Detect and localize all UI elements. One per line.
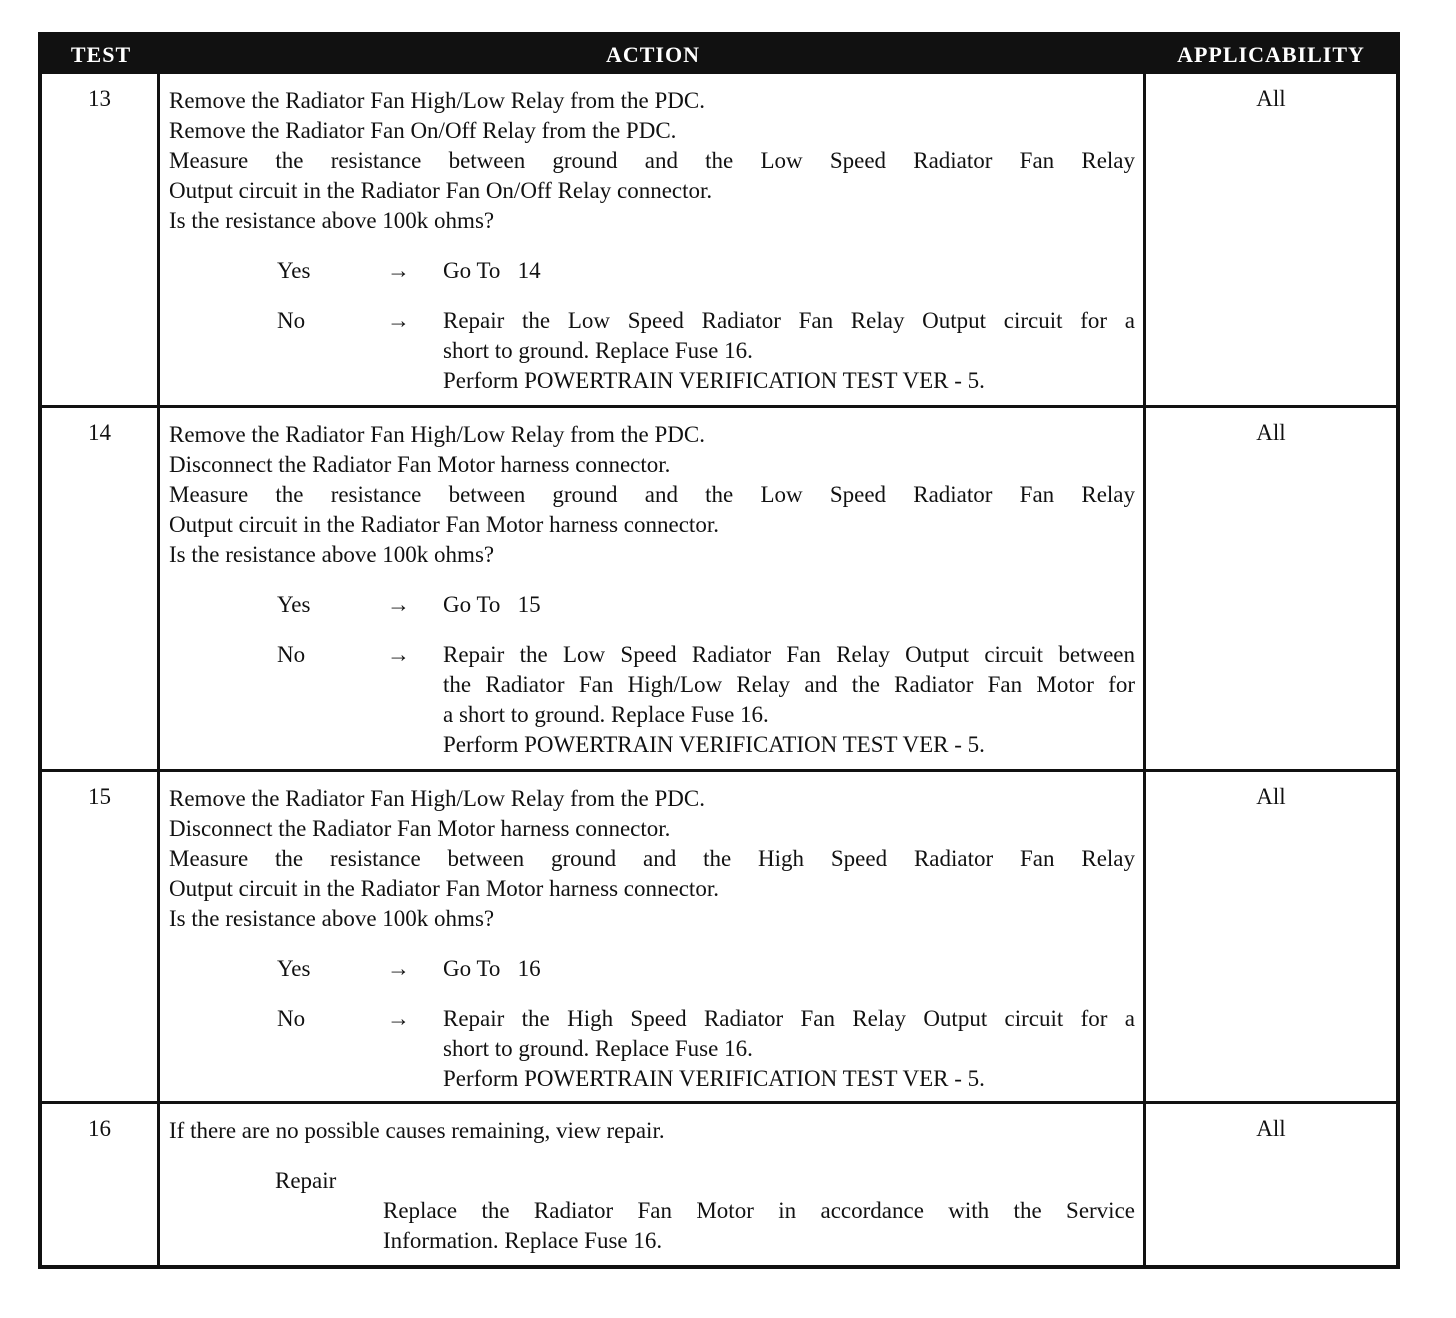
test-number: 16 — [42, 1104, 160, 1265]
action-line: Output circuit in the Radiator Fan Motor harness connector. — [169, 876, 719, 901]
header-action: ACTION — [605, 42, 700, 67]
repair-text — [169, 1196, 1135, 1256]
no-text — [443, 1004, 1135, 1094]
no-outcome — [169, 640, 1135, 760]
action-cell — [160, 74, 1146, 405]
goto-text: Go To 16 — [443, 956, 541, 981]
table-row — [42, 769, 1396, 1101]
action-cell — [160, 772, 1146, 1101]
no-line: Perform POWERTRAIN VERIFICATION TEST VER - 5. — [443, 1066, 985, 1091]
no-line: the Radiator Fan High/Low Relay and the Radiator Fan Motor for — [443, 672, 1135, 697]
action-line: Measure the resistance between ground and the Low Speed Radiator Fan Relay — [169, 148, 1135, 173]
no-line: Perform POWERTRAIN VERIFICATION TEST VER - 5. — [443, 368, 985, 393]
arrow-icon: → — [387, 642, 410, 667]
action-line: Is the resistance above 100k ohms? — [169, 208, 495, 233]
action-line: Remove the Radiator Fan High/Low Relay from the PDC. — [169, 422, 705, 447]
header-test: TEST — [70, 42, 132, 67]
no-outcome — [169, 1004, 1135, 1094]
no-line: short to ground. Replace Fuse 16. — [443, 1036, 753, 1061]
action-line: Is the resistance above 100k ohms? — [169, 542, 495, 567]
action-line: Remove the Radiator Fan High/Low Relay from the PDC. — [169, 88, 705, 113]
action-line: Remove the Radiator Fan On/Off Relay from the PDC. — [169, 118, 677, 143]
diagnostic-table — [38, 32, 1400, 1269]
applicability-value: All — [1256, 86, 1286, 111]
yes-label: Yes — [277, 956, 311, 981]
action-line: Disconnect the Radiator Fan Motor harness connector. — [169, 816, 671, 841]
test-number: 13 — [42, 74, 160, 405]
action-line: Disconnect the Radiator Fan Motor harness connector. — [169, 452, 671, 477]
repair-line: Information. Replace Fuse 16. — [383, 1228, 663, 1253]
no-text — [443, 306, 1135, 396]
yes-label: Yes — [277, 592, 311, 617]
yes-outcome — [169, 954, 1135, 984]
no-line: a short to ground. Replace Fuse 16. — [443, 702, 769, 727]
table-header — [42, 36, 1396, 74]
repair-line: Replace the Radiator Fan Motor in accordance with the Service — [383, 1198, 1135, 1223]
action-cell — [160, 1104, 1146, 1265]
no-line: short to ground. Replace Fuse 16. — [443, 338, 753, 363]
arrow-icon: → — [387, 592, 410, 617]
test-number: 15 — [42, 772, 160, 1101]
action-line: Output circuit in the Radiator Fan On/Off Relay connector. — [169, 178, 713, 203]
no-label: No — [277, 642, 306, 667]
no-line: Repair the Low Speed Radiator Fan Relay Output circuit between — [443, 642, 1135, 667]
yes-label: Yes — [277, 258, 311, 283]
goto-text: Go To 15 — [443, 592, 541, 617]
no-text — [443, 640, 1135, 760]
arrow-icon: → — [387, 1006, 410, 1031]
arrow-icon: → — [387, 258, 410, 283]
yes-outcome — [169, 590, 1135, 620]
no-line: Repair the High Speed Radiator Fan Relay Output circuit for a — [443, 1006, 1135, 1031]
arrow-icon: → — [387, 308, 410, 333]
goto-text: Go To 14 — [443, 258, 541, 283]
no-line: Perform POWERTRAIN VERIFICATION TEST VER - 5. — [443, 732, 985, 757]
no-outcome — [169, 306, 1135, 396]
no-label: No — [277, 1006, 306, 1031]
table-row — [42, 405, 1396, 769]
applicability-value: All — [1256, 1116, 1286, 1141]
arrow-icon: → — [387, 956, 410, 981]
action-line: Remove the Radiator Fan High/Low Relay from the PDC. — [169, 786, 705, 811]
action-line: Is the resistance above 100k ohms? — [169, 906, 495, 931]
table-row — [42, 74, 1396, 405]
test-number: 14 — [42, 408, 160, 769]
table-row — [42, 1101, 1396, 1265]
repair-label: Repair — [275, 1168, 337, 1193]
no-label: No — [277, 308, 306, 333]
action-line: Measure the resistance between ground and the Low Speed Radiator Fan Relay — [169, 482, 1135, 507]
yes-outcome — [169, 256, 1135, 286]
applicability-value: All — [1256, 784, 1286, 809]
action-line: Output circuit in the Radiator Fan Motor harness connector. — [169, 512, 719, 537]
header-applicability: APPLICABILITY — [1177, 42, 1365, 67]
applicability-value: All — [1256, 420, 1286, 445]
action-line: If there are no possible causes remaining, view repair. — [169, 1118, 665, 1143]
no-line: Repair the Low Speed Radiator Fan Relay Output circuit for a — [443, 308, 1135, 333]
action-line: Measure the resistance between ground and the High Speed Radiator Fan Relay — [169, 846, 1135, 871]
action-cell — [160, 408, 1146, 769]
